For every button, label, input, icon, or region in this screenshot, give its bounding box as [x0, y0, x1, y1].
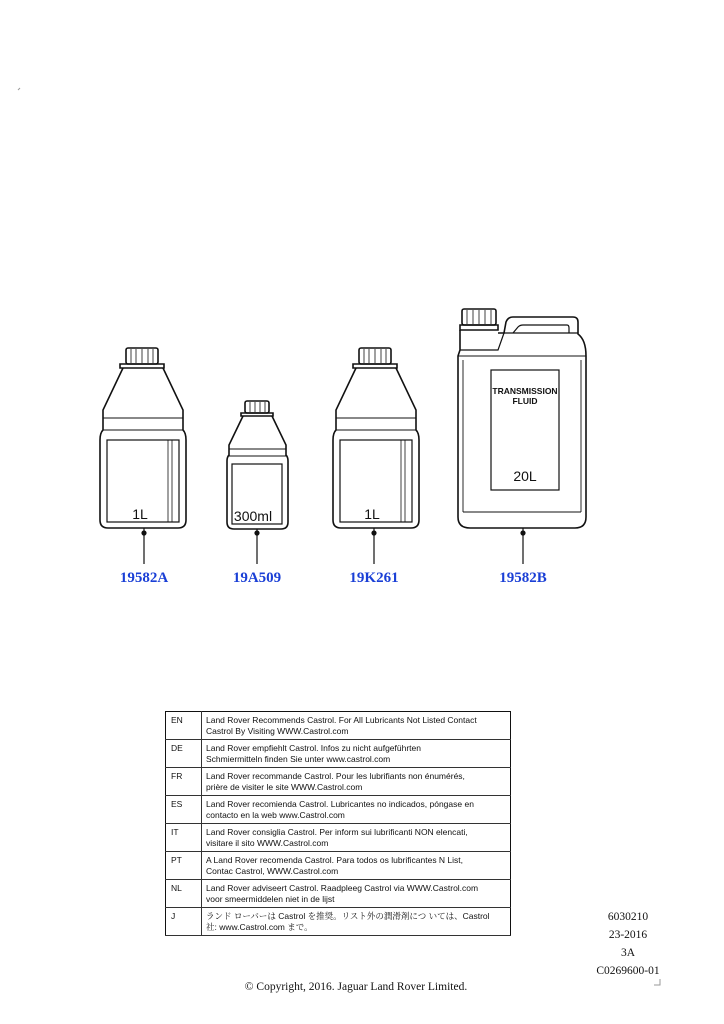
illustration-date: 23-2016: [608, 929, 648, 941]
recommendation-text: Land Rover Recommends Castrol. For All Lubricants Not Listed Contact Castrol By Visiting WWW.Castrol.com: [202, 712, 511, 740]
recommendation-text: ランド ローバーは Castrol を推奨。リスト外の潤滑剤につ いては、Castrol 社: www.Castrol.com まで。: [202, 908, 511, 936]
language-code: DE: [166, 740, 202, 768]
language-code: J: [166, 908, 202, 936]
jerrycan-20l: [458, 309, 586, 528]
recommendation-text: A Land Rover recomenda Castrol. Para todos os lubrificantes N List, Contac Castrol, WWW.Castrol.com: [202, 852, 511, 880]
language-code: FR: [166, 768, 202, 796]
recommendation-text: Land Rover recomienda Castrol. Lubricantes no indicados, póngase en contacto en la web www.Castrol.com: [202, 796, 511, 824]
illustration-metadata: [560, 908, 696, 980]
leader-lines: [142, 528, 525, 564]
language-code: IT: [166, 824, 202, 852]
illustration-reference: C0269600-01: [596, 965, 660, 977]
table-row: [166, 768, 511, 796]
table-row: [166, 908, 511, 936]
bottle-1l-b: [333, 348, 419, 528]
table-row: [166, 824, 511, 852]
language-code: ES: [166, 796, 202, 824]
illustration-revision: 3A: [620, 947, 636, 959]
part-number-19582B[interactable]: 19582B: [499, 570, 547, 586]
illustration-code: 6030210: [607, 911, 649, 923]
language-code: NL: [166, 880, 202, 908]
bottle-2-volume: 300ml: [233, 508, 273, 524]
jerrycan-label-line-1: TRANSMISSION: [492, 386, 558, 396]
bottle-3-volume: 1L: [364, 506, 380, 522]
table-row: [166, 880, 511, 908]
jerrycan-label-line-2: FLUID: [512, 396, 538, 406]
bottle-1-volume: 1L: [132, 506, 148, 522]
recommendation-text: Land Rover adviseert Castrol. Raadpleeg Castrol via WWW.Castrol.com voor smeermiddelen niet in de lijst: [202, 880, 511, 908]
recommendation-text: Land Rover recommande Castrol. Pour les lubrifiants non énumérés, prière de visiter le site WWW.Castrol.com: [202, 768, 511, 796]
copyright-notice: © Copyright, 2016. Jaguar Land Rover Limited.: [244, 981, 468, 993]
part-number-19582A[interactable]: 19582A: [119, 570, 169, 586]
recommendation-text: Land Rover empfiehlt Castrol. Infos zu nicht aufgeführten Schmiermitteln finden Sie unter www.castrol.com: [202, 740, 511, 768]
table-row: [166, 740, 511, 768]
table-row: [166, 852, 511, 880]
lubricant-recommendation-table: [165, 711, 511, 936]
table-row: [166, 712, 511, 740]
bottle-1l-a: [100, 348, 186, 528]
part-number-19K261[interactable]: 19K261: [349, 570, 399, 586]
part-number-19A509[interactable]: 19A509: [232, 570, 282, 586]
table-row: [166, 796, 511, 824]
jerrycan-volume: 20L: [513, 468, 537, 484]
corner-mark: [18, 88, 20, 90]
language-code: EN: [166, 712, 202, 740]
recommendation-text: Land Rover consiglia Castrol. Per inform sui lubrificanti NON elencati, visitare il sito WWW.Castrol.com: [202, 824, 511, 852]
language-code: PT: [166, 852, 202, 880]
